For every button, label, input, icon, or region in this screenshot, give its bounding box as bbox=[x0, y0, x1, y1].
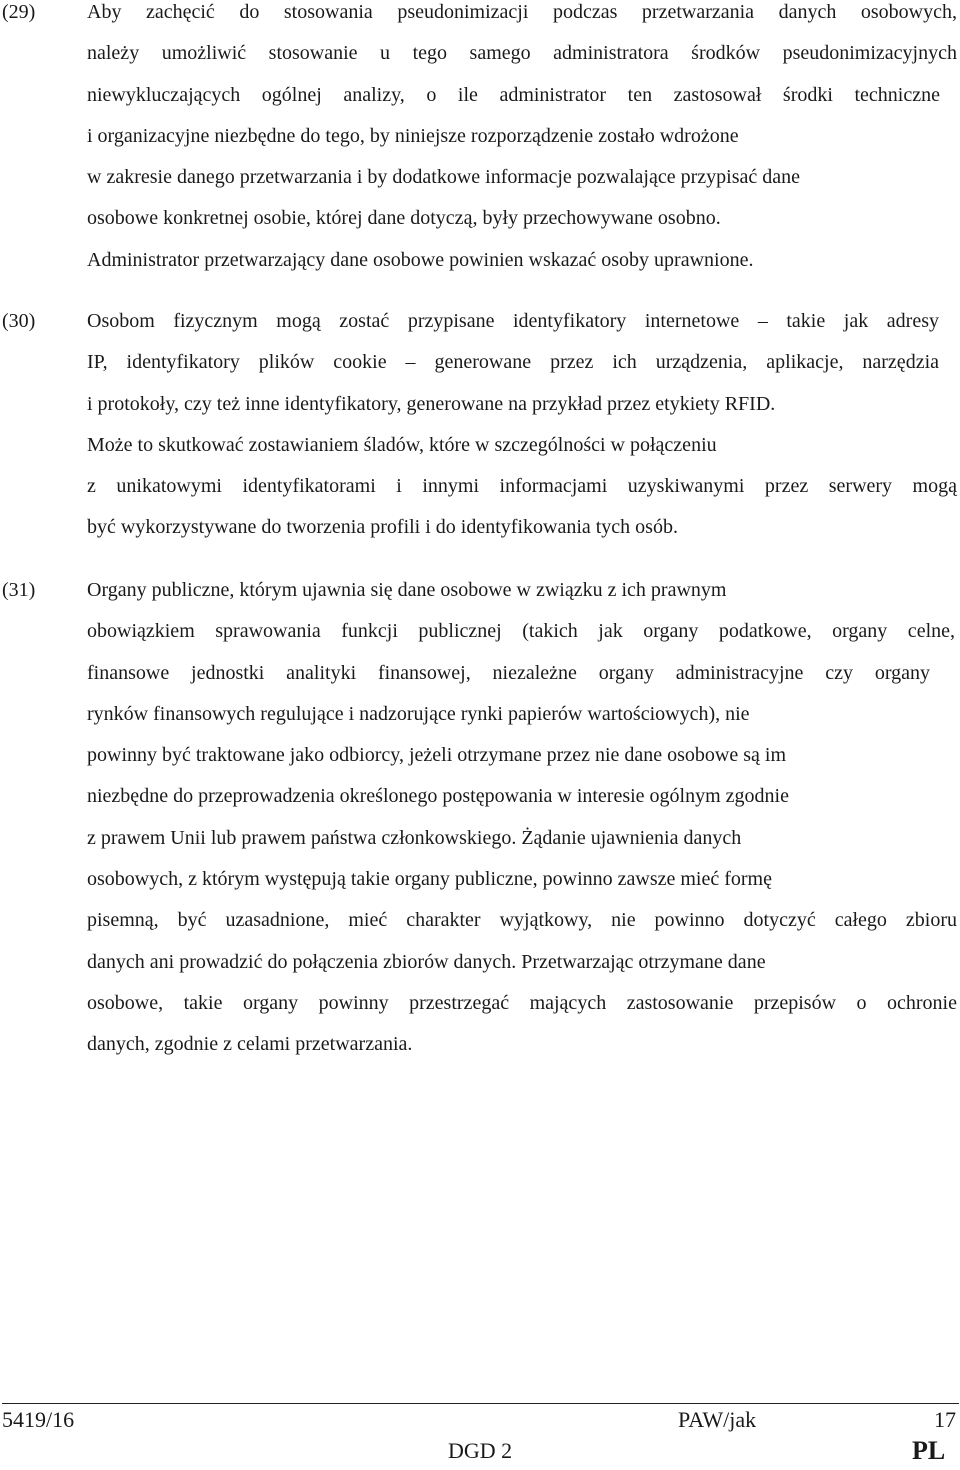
recital-text bbox=[87, 570, 957, 1066]
text-line: danych ani prowadzić do połączenia zbiorów danych. Przetwarzając otrzymane dane bbox=[87, 950, 766, 973]
text-line: Osobom fizycznym mogą zostać przypisane identyfikatory internetowe – takie jak adresy bbox=[87, 310, 939, 332]
text-line: niezbędne do przeprowadzenia określonego postępowania w interesie ogólnym zgodnie bbox=[87, 785, 789, 808]
text-line: z unikatowymi identyfikatorami i innymi informacjami uzyskiwanymi przez serwery mogą bbox=[87, 475, 957, 498]
text-line: finansowe jednostki analityki finansowej, niezależne organy administracyjne czy organy bbox=[87, 661, 930, 684]
recital-text bbox=[87, 301, 957, 549]
text-line: Administrator przetwarzający dane osobowe powinien wskazać osoby uprawnione. bbox=[87, 248, 754, 271]
text-line: pisemną, być uzasadnione, mieć charakter wyjątkowy, nie powinno dotyczyć całego zbioru bbox=[87, 909, 957, 932]
text-line: osobowe, takie organy powinny przestrzegać mających zastosowanie przepisów o ochronie bbox=[87, 991, 957, 1014]
footer-directorate: DGD 2 bbox=[448, 1438, 513, 1463]
text-line: osobowe konkretnej osobie, której dane dotyczą, były przechowywane osobno. bbox=[87, 207, 721, 230]
text-line: osobowych, z którym występują takie organy publiczne, powinno zawsze mieć formę bbox=[87, 868, 772, 891]
text-line: Organy publiczne, którym ujawnia się dane osobowe w związku z ich prawnym bbox=[87, 579, 727, 601]
footer-page-number: 17 bbox=[934, 1407, 956, 1432]
text-line: i protokoły, czy też inne identyfikatory, generowane na przykład przez etykiety RFID. bbox=[87, 392, 776, 415]
text-line: Aby zachęcić do stosowania pseudonimizacji podczas przetwarzania danych osobowych, bbox=[87, 1, 957, 23]
footer-language: PL bbox=[912, 1436, 946, 1465]
recital-number: (29) bbox=[2, 1, 36, 23]
footer-author: PAW/jak bbox=[678, 1407, 757, 1432]
text-line: być wykorzystywane do tworzenia profili i do identyfikowania tych osób. bbox=[87, 516, 678, 539]
text-line: z prawem Unii lub prawem państwa członkowskiego. Żądanie ujawnienia danych bbox=[87, 826, 742, 849]
footer-doc-number: 5419/16 bbox=[2, 1407, 75, 1432]
footer-divider bbox=[2, 1403, 959, 1404]
text-line: i organizacyjne niezbędne do tego, by niniejsze rozporządzenie zostało wdrożone bbox=[87, 124, 739, 147]
text-line: rynków finansowych regulujące i nadzorujące rynki papierów wartościowych), nie bbox=[87, 702, 750, 725]
recital-text bbox=[87, 0, 957, 281]
recital-number: (31) bbox=[2, 579, 36, 601]
text-line: Może to skutkować zostawianiem śladów, które w szczególności w połączeniu bbox=[87, 433, 717, 456]
text-line: w zakresie danego przetwarzania i by dodatkowe informacje pozwalające przypisać dane bbox=[87, 166, 800, 189]
text-line: niewykluczających ogólnej analizy, o ile administrator ten zastosował środki techniczne bbox=[87, 83, 940, 106]
text-line: należy umożliwić stosowanie u tego samego administratora środków pseudonimizacyjnych bbox=[87, 42, 957, 65]
recital-number: (30) bbox=[2, 310, 36, 332]
text-line: IP, identyfikatory plików cookie – generowane przez ich urządzenia, aplikacje, narzędzia bbox=[87, 351, 939, 374]
text-line: powinny być traktowane jako odbiorcy, jeżeli otrzymane przez nie dane osobowe są im bbox=[87, 744, 787, 767]
text-line: obowiązkiem sprawowania funkcji publicznej (takich jak organy podatkowe, organy celne, bbox=[87, 620, 955, 643]
text-line: danych, zgodnie z celami przetwarzania. bbox=[87, 1033, 413, 1056]
